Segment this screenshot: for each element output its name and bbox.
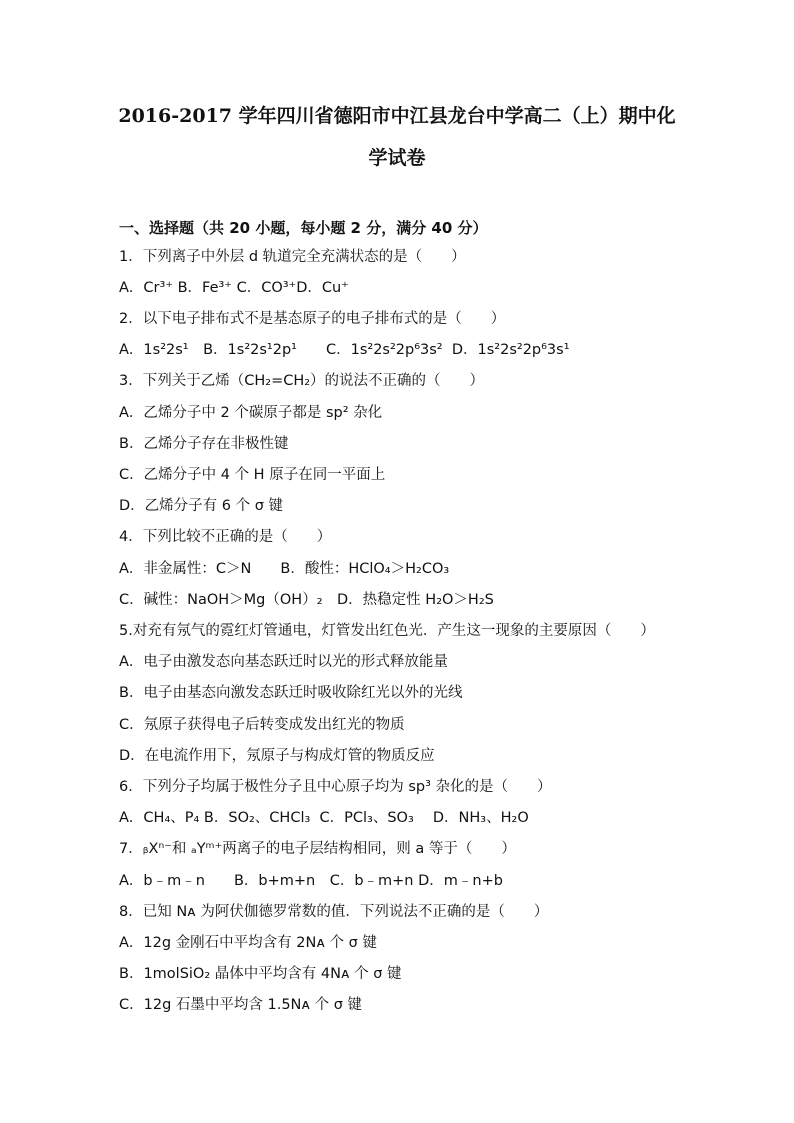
question-5-option-d: D．在电流作用下，氖原子与构成灯管的物质反应 — [119, 748, 435, 764]
page-title-line-2: 学试卷 — [368, 147, 426, 169]
question-6-options: A．CH₄、P₄ B．SO₂、CHCl₃ C．PCl₃、SO₃ D．NH₃、H₂O — [119, 810, 529, 826]
question-4: 4．下列比较不正确的是（ ） — [119, 529, 332, 545]
question-5: 5.对充有氖气的霓红灯管通电，灯管发出红色光．产生这一现象的主要原因（ ） — [119, 623, 655, 639]
question-3-option-d: D．乙烯分子有 6 个 σ 键 — [119, 498, 284, 514]
question-5-option-a: A．电子由激发态向基态跃迁时以光的形式释放能量 — [119, 654, 448, 670]
question-2: 2．以下电子排布式不是基态原子的电子排布式的是（ ） — [119, 311, 506, 327]
question-3-option-c: C．乙烯分子中 4 个 H 原子在同一平面上 — [119, 467, 386, 483]
question-7-options: A．b﹣m﹣n B．b+m+n C．b﹣m+n D．m﹣n+b — [119, 873, 503, 889]
question-6: 6．下列分子均属于极性分子且中心原子均为 sp³ 杂化的是（ ） — [119, 779, 552, 795]
question-2-options: A．1s²2s¹ B．1s²2s¹2p¹ C．1s²2s²2p⁶3s² D．1s²2s²2p⁶3s¹ — [119, 342, 570, 358]
question-1: 1．下列离子中外层 d 轨道完全充满状态的是（ ） — [119, 249, 466, 265]
question-4-options-cd: C．碱性：NaOH＞Mg（OH）₂ D．热稳定性 H₂O＞H₂S — [119, 592, 494, 608]
question-7: 7．ᵦXⁿ⁻和 ₐYᵐ⁺两离子的电子层结构相同，则 a 等于（ ） — [119, 841, 516, 857]
question-3: 3．下列关于乙烯（CH₂=CH₂）的说法不正确的（ ） — [119, 373, 485, 389]
question-5-option-c: C．氖原子获得电子后转变成发出红光的物质 — [119, 717, 405, 733]
question-8-option-c: C．12g 石墨中平均含 1.5Nᴀ 个 σ 键 — [119, 997, 363, 1013]
question-3-option-a: A．乙烯分子中 2 个碳原子都是 sp² 杂化 — [119, 405, 383, 421]
question-4-options-ab: A．非金属性：C＞N B．酸性：HClO₄＞H₂CO₃ — [119, 561, 450, 577]
question-5-option-b: B．电子由基态向激发态跃迁时吸收除红光以外的光线 — [119, 685, 463, 701]
question-1-options: A．Cr³⁺ B．Fe³⁺ C．CO³⁺D．Cu⁺ — [119, 280, 349, 296]
section-heading: 一、选择题（共 20 小题，每小题 2 分，满分 40 分） — [119, 219, 488, 237]
question-8-option-b: B．1molSiO₂ 晶体中平均含有 4Nᴀ 个 σ 键 — [119, 966, 402, 982]
question-3-option-b: B．乙烯分子存在非极性键 — [119, 436, 289, 452]
question-8: 8．已知 Nᴀ 为阿伏伽德罗常数的值．下列说法不正确的是（ ） — [119, 904, 549, 920]
page-title-line-1: 2016-2017 学年四川省德阳市中江县龙台中学高二（上）期中化 — [118, 105, 676, 127]
question-8-option-a: A．12g 金刚石中平均含有 2Nᴀ 个 σ 键 — [119, 935, 377, 951]
